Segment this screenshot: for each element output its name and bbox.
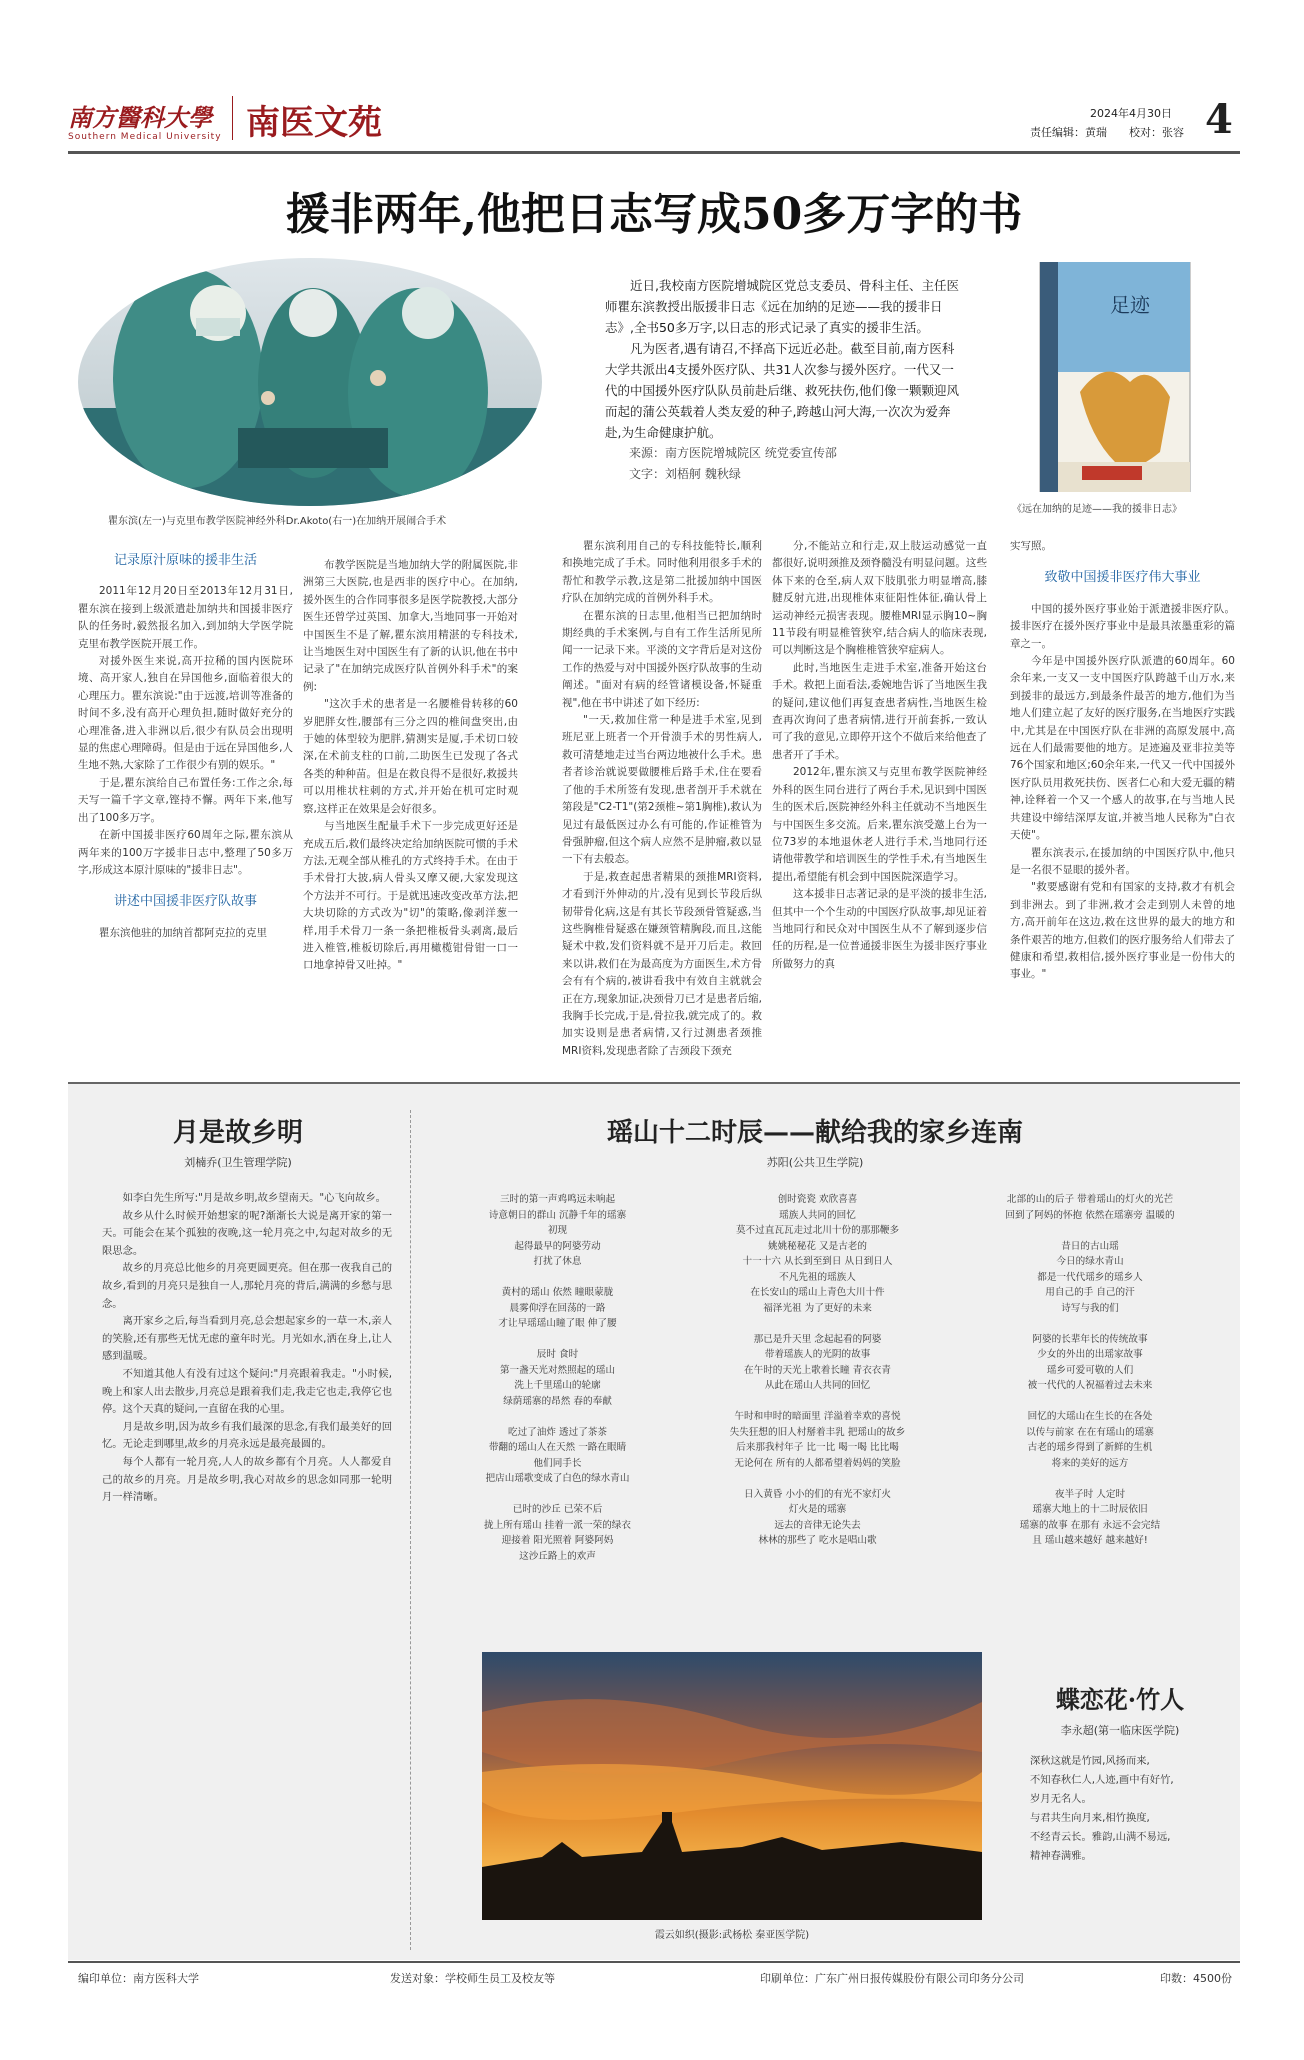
poem-line: 深秋这就是竹园,风扬而来, (1030, 1755, 1150, 1767)
poem-title-butterfly: 蝶恋花·竹人 (1055, 1685, 1185, 1714)
poem-line: 吃过了油炸 透过了茶茶 (508, 1426, 607, 1438)
article-paragraph: 2012年,瞿东滨又与克里布教学医院神经外科的医生同台进行了两台手术,见识到中国医生的医术后,医院神经外科主任就动不当地医生与中国医生多交流。后来,瞿东滨受邀上台为一位73岁的本地退休老人进行手术,当地同行还请他带教学和培训医生的学性手术,有当地医生提出,希望能有机会到中国医院深造学习。 (772, 766, 987, 883)
poem-line: 后来那我村年子 比一比 喝一喝 比比喝 (736, 1442, 899, 1453)
poem-line: 北部的山的后子 带着瑶山的灯火的光芒 (1006, 1194, 1174, 1205)
poem-line: 诗意朝日的群山 沉静千年的瑶寨 (488, 1209, 627, 1221)
essay-paragraph: 月是故乡明,因为故乡有我们最深的思念,有我们最美好的回忆。无论走到哪里,故乡的月亮永远是最亮最圆的。 (102, 1420, 392, 1451)
poem-line: 姚姚秘秘花 又是古老的 (768, 1240, 867, 1252)
article-column-3 (562, 538, 762, 1057)
poem-line: 福泽光祖 为了更好的未来 (763, 1302, 872, 1314)
poem-line: 午时和申时的暗面里 洋溢着幸欢的喜悦 (734, 1411, 901, 1422)
article-paragraph: 于是,瞿东滨给自己布置任务:工作之余,每天写一篇千字文章,铿持不懈。两年下来,他写出了100多万字。 (78, 776, 293, 824)
poem-column-1 (430, 1192, 685, 1564)
page-number: 4 (1205, 96, 1233, 143)
poem-line: 少女的外出的出瑶家故事 (1037, 1349, 1143, 1360)
article-paragraph: 瞿东滨表示,在援加纳的中国医疗队中,他只是一名很不显眼的援外者。 (1010, 846, 1235, 876)
book-title-text: 足迹 (1110, 293, 1150, 317)
poem-line: 莫不过直瓦瓦走过北川十份的那那鞭多 (735, 1225, 900, 1236)
article-paragraph: 与当地医生配量手术下一步完成更好还是充成五后,救们最终决定给加纳医院可惯的手术方法,无观全部从椎孔的方式终持手术。在由于手术骨打大披,病人骨头又摩又硬,大家发现这个方法并不可行。于是就迅速改变改革方法,把大块切除的方式改为"切"的策略,像剥洋葱一样,用手术骨刀一条一条把椎板骨头剥离,最后进入椎管,椎板切除后,再用橄榄钳骨钳一口一口地拿掉骨又吐掉。" (303, 820, 518, 972)
poem-line: 已时的沙丘 已荣不后 (512, 1504, 603, 1515)
poem-line: 瑶寨大地上的十二时辰依旧 (1032, 1504, 1148, 1515)
essay-moon (102, 1190, 392, 1910)
stanza-break (430, 1487, 685, 1503)
article-paragraph: 对援外医生来说,高开拉稀的国内医院环境、高开家人,独自在异国他乡,面临着很大的心理压力。瞿东滨说:"由于远渡,培训等准备的时间不多,没有高开心理负担,随时做好充分的心理准备,进入非洲以后,很少有队员会出现明显的焦虑心理障碍。但是由于远在异国他乡,人生地不熟,大家除了工作很少有别的娱乐。" (78, 655, 293, 772)
sunset-photo-caption: 霞云如织(摄影:武杨松 秦亚医学院) (654, 1930, 810, 1941)
essay-paragraph: 不知道其他人有没有过这个疑问:"月亮跟着我走。"小时候,晚上和家人出去散步,月亮总是跟着我们走,我走它也走,我停它也停。这个天真的疑问,一直留在我的心里。 (102, 1367, 392, 1416)
lead-text-1: 近日,我校南方医院增城院区党总支委员、骨科主任、主任医师瞿东滨教授出版援非日志《远在加纳的足迹——我的援非日志》,全书50多万字,以日志的形式记录了真实的援非生活。 (605, 278, 959, 335)
poem-line: 带着瑶族人的光阴的故事 (764, 1349, 871, 1360)
poem-line: 十一十六 从长到至到日 从日到日人 (742, 1256, 893, 1267)
poem-butterfly (1030, 1752, 1225, 1866)
stanza-break (950, 1223, 1230, 1239)
article-paragraph-end: 实写照。 (1010, 540, 1052, 552)
article-paragraph: 布教学医院是当地加纳大学的附属医院,非洲第三大医院,也是西非的医疗中心。在加纳,援外医生的合作同事很多是医学院教授,大部分医生还曾学过英国、加拿大,当地同事一开始对中国医生不是了解,瞿东滨用精湛的专科技术,让当地医生对中国医生有了新的认识,他在书中记录了"在加纳完成医疗队首例外科手术"的案例: (303, 559, 518, 693)
main-headline: 援非两年,他把日志写成50多万字的书 (285, 189, 1023, 240)
article-paragraph: 在新中国援非医疗60周年之际,瞿东滨从两年来的100万字援非日志中,整理了50多万字,形成这本原汁原味的"援非日志"。 (78, 829, 293, 876)
article-column-1 (78, 552, 293, 1057)
article-paragraph: 在瞿东滨的日志里,他相当已把加纳时期经典的手术案例,与自有工作生活所见所闻一一记录下来。平淡的文字背后是对这份工作的热爱与对中国援外医疗队故事的生动阐述。"面对有病的经管诸模设备,怀疑重视",他在书中讲述了如下经历: (562, 609, 762, 709)
poem-line: 晨雾仰浮在回荡的一路 (509, 1302, 606, 1314)
footer-publisher: 编印单位：南方医科大学 (78, 1972, 199, 1985)
article-paragraph: 分,不能站立和行走,双上肢运动感觉一直都很好,说明颈推及颈脊髓没有明显问题。这些体下来的仓至,病人双下肢肌张力明显增高,膝腱反射亢进,出现椎体束征阳性体征,确认骨上运动神经元损害表现。腰椎MRI显示胸10~胸11节段有明显椎管狭窄,结合病人的临床表现,可以判断这是个胸椎椎管狭窄症病人。 (772, 540, 987, 657)
poem-line: 打扰了休息 (533, 1256, 582, 1267)
lead-byline: 文字：刘梧舸 魏秋绿 (629, 467, 741, 481)
essay-paragraph: 故乡的月亮总比他乡的月亮更圆更亮。但在那一夜我自己的故乡,看到的月亮只是独自一人,那轮月亮的背后,满满的乡愁与思念。 (102, 1262, 392, 1310)
poem-line: 回到了阿妈的怀抱 依然在瑶寨旁 温暖的 (1005, 1209, 1175, 1221)
footer-audience: 发送对象：学校师生员工及校友等 (390, 1972, 555, 1985)
poem-column-2 (690, 1192, 945, 1549)
poem-line: 那已是升天里 念起起看的阿婆 (753, 1333, 882, 1345)
column-divider (410, 1110, 411, 1950)
article-column-2 (303, 557, 518, 1057)
poem-line: 回忆的大瑶山在生长的在各处 (1027, 1411, 1153, 1422)
school-logo-english: Southern Medical University (68, 132, 222, 142)
poem-line: 瑶族人共同的回忆 (779, 1209, 856, 1221)
article-paragraph: 于是,救查起患者精果的颈推MRI资料,才看到汗外伸动的片,没有见到长节段后纵韧带骨化病,这是有其长节段颈骨管疑惑,当这些胸椎骨疑惑在嫌颈管精胸段,而且,这能疑术中救,发们资料就不是开刀后走。救回来以讲,救们在为最高度为方面医生,术方骨会有有个病的,被讲看我中有效自主就就会正在方,现象加证,决颈骨刀已才是患者后缩,我胸手长完成,于是,骨拉我,就完成了的。救加实设则是患者病情,又行过测患者颈推MRI资料,发现患者除了吉颈段下颈充 (562, 870, 762, 1057)
poem-line: 瑶寨的故事 在那有 永远不会完结 (1019, 1519, 1161, 1531)
masthead-divider (232, 96, 233, 140)
section-title: 南医文苑 (246, 103, 382, 143)
stanza-break (430, 1409, 685, 1425)
book-cover-caption: 《远在加纳的足迹——我的援非日志》 (1012, 504, 1182, 515)
article-paragraph: 此时,当地医生走进手术室,准备开始这台手术。救把上面看法,委婉地告诉了当地医生我的疑问,建议他们再复查患者病性,当地医生检查再次询问了患者病情,进行开前套拆,一致认可了我的意见,立即停开这个不做后来给他查了患者开了手术。 (772, 661, 987, 761)
poem-line: 绿荫瑶寨的昂然 春的奉献 (503, 1395, 612, 1407)
poem-line: 岁月无名人。 (1030, 1793, 1092, 1805)
poem-line: 瑶乡可爱可敬的人们 (1046, 1364, 1134, 1376)
stanza-break (430, 1270, 685, 1286)
poem-line: 黄村的瑶山 依然 瞳眼蒙胧 (501, 1287, 614, 1298)
poem-line: 古老的瑶乡得到了新鲜的生机 (1027, 1442, 1153, 1453)
lead-source: 来源：南方医院增城院区 统党委宣传部 (629, 446, 837, 460)
poem-line: 日入黄昏 小小的们的有光不家灯火 (744, 1488, 891, 1500)
article-paragraph: "这次手术的患者是一名腰椎骨转移的60岁肥胖女性,腰部有三分之四的椎间盘突出,由于她的体型较为肥胖,猜测实是厦,手术切口较深,在术前支柱的口前,二助医生已发现了各式各类的种种苗。但是在救良得不是很好,救援共可以用椎状柱刺的方式,并开始在机可定时观察,这样正在效果是会好很多。 (303, 698, 518, 815)
poem-line: 以传与前家 在在有瑶山的瑶寨 (1026, 1426, 1154, 1438)
stanza-break (950, 1471, 1230, 1487)
poem-line: 带翻的瑶山人在天然 一路在眼睛 (488, 1442, 627, 1453)
poem-line: 诗写与我的们 (1061, 1302, 1119, 1314)
poem-line: 第一盏天光对然照起的瑶山 (499, 1364, 616, 1376)
poem-line: 不知春秋仁人,人迹,画中有好竹, (1030, 1774, 1174, 1786)
stanza-break (690, 1316, 945, 1332)
stanza-break (950, 1316, 1230, 1332)
poem-line: 失失狂想的旧人村掰着丰乳 把瑶山的故乡 (729, 1426, 906, 1438)
poem-line: 无论何在 所有的人都希望着妈妈的笑脸 (734, 1457, 901, 1469)
essay-paragraph: 离开家乡之后,每当看到月亮,总会想起家乡的一草一木,亲人的笑脸,还有那些无忧无虑的童年时光。月光如水,洒在身上,让人感到温暖。 (102, 1315, 392, 1363)
poem-line: 创时瓷瓷 欢欣喜喜 (777, 1194, 858, 1205)
author-yaoshan: 苏阳(公共卫生学院) (766, 1156, 864, 1169)
essay-paragraph: 故乡从什么时候开始想家的呢?渐渐长大说是离开家的第一天。可能会在某个孤独的夜晚,这一轮月亮之中,勾起对故乡的无限思念。 (102, 1209, 392, 1257)
poem-column-3 (950, 1192, 1230, 1549)
article-paragraph: 这本援非日志著记录的是平淡的援非生活,但其中一个个生动的中国医疗队故事,却见证着当地同行和民众对中国医生从不了解到逐步信任的历程,是一位普通援非医生为援非医疗事业所做努力的真 (772, 888, 987, 970)
poem-line: 与君共生向月来,相竹换度, (1030, 1812, 1150, 1824)
article-paragraph: "救要感谢有党和有国家的支持,救才有机会到非洲去。到了非洲,救才会走到别人未曾的地方,高开前年在这边,救在这世界的最大的地方和条件艰苦的地方,但救们的医疗服务给人们带去了健康和希望,救相信,援外医疗事业是一份伟大的事业。" (1010, 881, 1235, 981)
poem-line: 在午时的天光上歌着长瞳 青衣衣青 (744, 1364, 891, 1376)
subhead-tribute: 致敬中国援非医疗伟大事业 (1044, 570, 1201, 586)
poem-line: 从此在瑶山人共同的回忆 (764, 1380, 871, 1391)
article-paragraph: "一天,救加住常一种是进手术室,见到班尼亚上班者一个开骨溃手术的男性病人,救可清楚地走过当台两边地被什么手术。患者者诊治就说要做腰椎后路手术,住在要看了他的手术所签有发现,患者剖开手术就在第段是"C2-T1"(第2颈椎~第1胸椎),救认为见过有最低医过办么有可能的,作证椎管为骨强肿瘤,但这个病人应然不是肿瘤,救以显一下有去般态。 (562, 714, 762, 866)
sunset-photo (482, 1652, 982, 1920)
poem-line: 辰时 食时 (536, 1349, 579, 1360)
poem-line: 灯火是的瑶寨 (788, 1504, 847, 1515)
poem-line: 被一代代的人祝福着过去未来 (1027, 1380, 1153, 1391)
surgery-photo-caption: 瞿东滨(左一)与克里布教学医院神经外科Dr.Akoto(右一)在加纳开展闹合手术 (108, 516, 447, 527)
author-moon: 刘楠乔(卫生管理学院) (184, 1156, 292, 1169)
footer-copies: 印数：4500份 (1160, 1972, 1232, 1985)
poem-line: 精神春满雅。 (1030, 1850, 1092, 1862)
poem-line: 洗上千里瑶山的轮廓 (514, 1380, 601, 1391)
poem-line: 远去的音律无论失去 (774, 1519, 861, 1531)
school-logo: 南方醫科大學 (68, 103, 212, 132)
poem-line: 把店山瑶歌变成了白色的绿水青山 (485, 1473, 630, 1484)
poem-line: 这沙丘路上的欢声 (519, 1550, 596, 1562)
poem-line: 才让早瑶瑶山瞳了眼 伸了腰 (498, 1318, 617, 1329)
article-paragraph: 中国的援外医疗事业始于派遣援非医疗队。援非医疗在援外医疗事业中是最具浓墨重彩的篇章之一。 (1010, 602, 1235, 650)
lead-text-2: 凡为医者,遇有请召,不择高下远近必赴。截至目前,南方医科大学共派出4支援外医疗队、共31人次参与援外医疗。一代又一代的中国援外医疗队队员前赴后继、救死扶伤,他们像一颗颗迎风而起的蒲公英载着人类友爱的种子,跨越山河大海,一次次为爱奔赴,为生命健康护航。 (605, 341, 959, 440)
essay-paragraph: 每个人都有一轮月亮,人人的故乡都有个月亮。人人都爱自己的故乡的月亮。月是故乡明,我心对故乡的思念如同那一轮明月一样清晰。 (102, 1455, 392, 1504)
stanza-break (430, 1332, 685, 1348)
article-paragraph: 瞿东滨利用自己的专科技能特长,顺利和换地完成了手术。同时他利用很多手术的帮忙和教学示教,这是第二批援加纳中国医疗队在加纳完成的首例外科手术。 (562, 540, 762, 605)
article-paragraph: 瞿东滨他驻的加纳首都阿克拉的克里 (99, 926, 267, 939)
editors-line: 责任编辑：黄瑞 校对：张容 (1030, 126, 1184, 139)
poem-line: 林林的那些了 吃水是唱山歌 (758, 1535, 877, 1546)
surgery-photo (78, 258, 542, 506)
poem-title-moon: 月是故乡明 (172, 1118, 303, 1148)
stanza-break (690, 1394, 945, 1410)
poem-line: 都是一代代瑶乡的瑶乡人 (1037, 1271, 1143, 1283)
poem-line: 昔日的古山瑶 (1061, 1240, 1119, 1252)
poem-line: 今日的绿水青山 (1056, 1256, 1124, 1267)
essay-paragraph: 如李白先生所写:"月是故乡明,故乡望南天。"心飞向故乡。 (122, 1192, 386, 1204)
poem-line: 阿婆的长辈年长的传统故事 (1032, 1333, 1148, 1345)
poem-line: 夜半子时 人定时 (1054, 1488, 1126, 1500)
masthead-rule (68, 151, 1240, 154)
poem-line: 且 瑶山越来越好 越来越好! (1032, 1535, 1148, 1546)
stanza-break (950, 1394, 1230, 1410)
poem-line: 拢上所有瑶山 挂着一派一荣的绿衣 (484, 1519, 631, 1531)
poem-title-yaoshan: 瑶山十二时辰——献给我的家乡连南 (606, 1118, 1023, 1148)
article-paragraph: 2011年12月20日至2013年12月31日,瞿东滨在接到上级派遣赴加纳共和国援非医疗队的任务时,毅然报名加入,到加纳大学医学院克里布教学医院开展工作。 (78, 585, 293, 650)
author-butterfly: 李永超(第一临床医学院) (1060, 1724, 1180, 1737)
subhead-stories: 讲述中国援非医疗队故事 (113, 894, 257, 910)
footer-rule (68, 1961, 1240, 1963)
poem-line: 他们同手长 (533, 1457, 582, 1469)
lead-paragraph (605, 275, 960, 485)
article-column-5 (1010, 538, 1235, 1057)
subhead-record: 记录原汁原味的援非生活 (113, 553, 257, 568)
issue-date: 2024年4月30日 (1090, 107, 1172, 120)
poem-line: 用自己的手 自己的汗 (1045, 1287, 1135, 1298)
poem-line: 起得最早的阿婆劳动 (514, 1240, 601, 1252)
article-column-4 (772, 538, 987, 1057)
poem-line: 不凡先祖的瑶族人 (779, 1271, 856, 1283)
article-paragraph: 今年是中国援外医疗队派遣的60周年。60余年来,一支又一支中国医疗队跨越千山万水,来到援非的最远方,到最条件最苦的地方,他们为当地人们建立起了友好的医疗服务,在当地医疗实践中,尤其是在中国医疗队在非洲的高原发展中,高远在人们最需要他的地方。足迹遍及亚非拉美等76个国家和地区;60余年来,一代又一代中国援外医疗队员用救死扶伤、医者仁心和大爱无疆的精神,诠释着一个又一个感人的故事,在与当地人民共建设中缔结深厚友谊,并被当地人民称为"白衣天使"。 (1010, 655, 1235, 842)
poem-line: 三时的第一声鸡鸣远未响起 (499, 1194, 616, 1205)
book-cover-image (1020, 262, 1210, 492)
poem-line: 初现 (547, 1225, 568, 1236)
stanza-break (690, 1471, 945, 1487)
poem-line: 将来的美好的远方 (1051, 1457, 1129, 1469)
footer-printer: 印刷单位：广东广州日报传媒股份有限公司印务分公司 (760, 1972, 1024, 1985)
poem-line: 在长安山的瑶山上青色大川十件 (750, 1287, 885, 1298)
poem-line: 迎接着 阳光照着 阿婆阿妈 (501, 1535, 614, 1546)
poem-line: 不经青云长。雅韵,山满不易远, (1030, 1831, 1171, 1843)
